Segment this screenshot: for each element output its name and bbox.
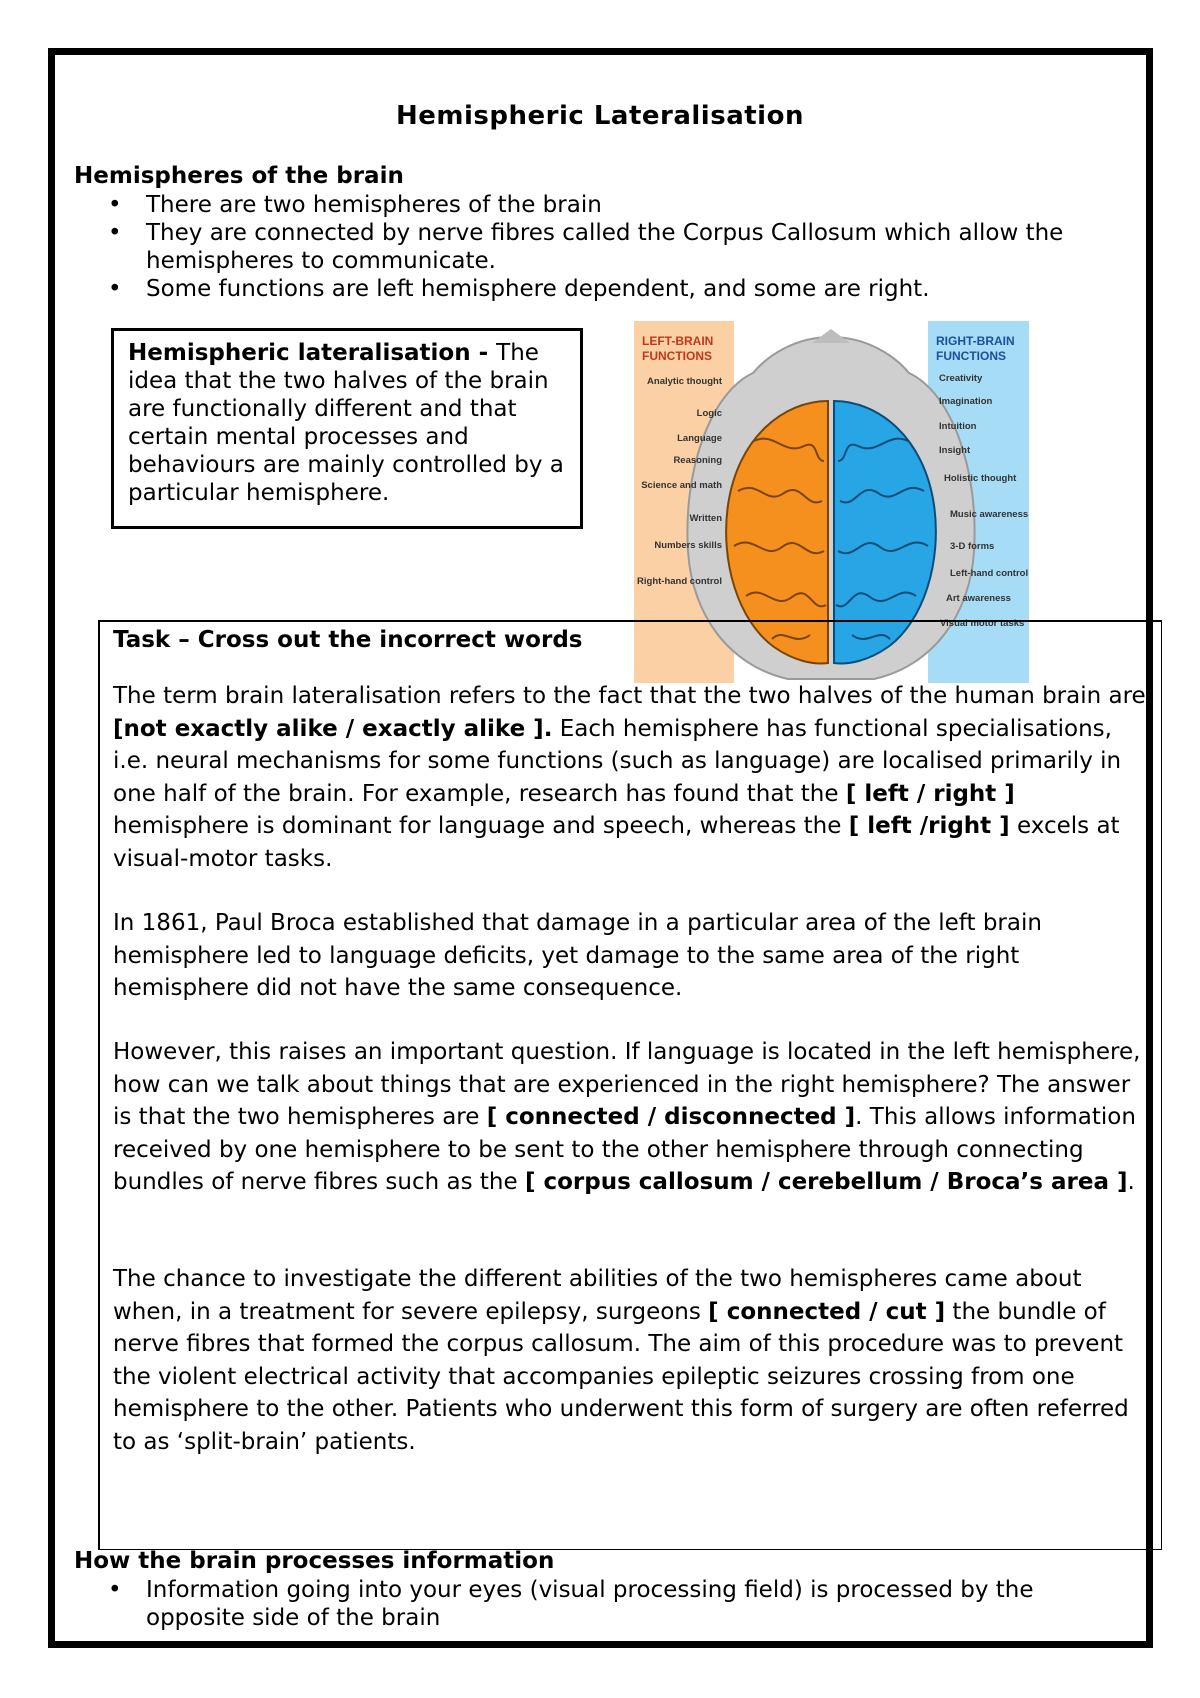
para-text: Each hemisphere has functional specialisations, i.e. neural mechanisms for some functions (such as language) are localised primarily in one half of the brain. For example, research has found that the [113, 715, 1122, 807]
choice-alike[interactable]: [not exactly alike / exactly alike ]. [113, 715, 553, 742]
choice-left-right-language[interactable]: [ left / right ] [845, 780, 1015, 807]
task-paragraph-1 [113, 680, 1153, 875]
left-function-label: Logic [696, 408, 722, 419]
right-function-label: Intuition [939, 421, 977, 432]
nose-shape [812, 329, 850, 343]
section-heading-hemispheres: Hemispheres of the brain [74, 163, 404, 189]
task-paragraph-2: In 1861, Paul Broca established that damage in a particular area of the left brain hemisphere led to language deficits, yet damage to the same area of the right hemisphere did not have the same consequence. [113, 910, 1042, 1001]
section-heading-processing: How the brain processes information [74, 1548, 555, 1574]
choice-connected-disconnected[interactable]: [ connected / disconnected ] [486, 1104, 856, 1130]
left-function-label: Language [677, 433, 722, 444]
task-heading: Task – Cross out the incorrect words [113, 627, 583, 653]
right-panel-title [936, 334, 1015, 363]
choice-connected-cut[interactable]: [ connected / cut ] [708, 1298, 946, 1325]
choice-left-right-visual[interactable]: [ left /right ] [848, 813, 1010, 839]
left-function-label: Right-hand control [637, 576, 722, 587]
left-title-line1: LEFT-BRAIN [642, 334, 714, 348]
left-function-label: Numbers skills [654, 540, 722, 551]
right-title-line2: FUNCTIONS [936, 349, 1006, 363]
right-function-label: Left-hand control [950, 568, 1029, 579]
left-function-label: Science and math [641, 480, 722, 491]
para-text: hemisphere is dominant for language and speech, whereas the [113, 813, 849, 839]
hemispheres-bullet-list [74, 191, 1114, 303]
para-text: . [1127, 1169, 1135, 1195]
right-function-label: Music awareness [950, 509, 1029, 520]
right-function-label: Art awareness [946, 593, 1011, 604]
right-function-label: 3-D forms [950, 541, 995, 552]
right-function-label: Insight [939, 445, 971, 456]
right-title-line1: RIGHT-BRAIN [936, 334, 1015, 348]
bullet-item: • They are connected by nerve fibres called the Corpus Callosum which allow the hemispheres to communicate. [74, 219, 1114, 275]
page-title: Hemispheric Lateralisation [396, 101, 804, 131]
right-function-label: Creativity [939, 373, 983, 384]
para-text: excels at visual-motor tasks. [113, 813, 1120, 872]
definition-box [111, 328, 583, 529]
definition-separator: - [470, 340, 497, 366]
bullet-item: • Some functions are left hemisphere dependent, and some are right. [74, 275, 1114, 303]
definition-term: Hemispheric lateralisation [128, 340, 471, 366]
left-panel-title [642, 334, 713, 363]
bullet-item: • Information going into your eyes (visual processing field) is processed by the opposite side of the brain [74, 1576, 1114, 1632]
para-text: The chance to investigate the different abilities of the two hemispheres came about when, in a treatment for severe epilepsy, surgeons [113, 1266, 1082, 1325]
para-text: The term brain lateralisation refers to the fact that the two halves of the human brain are [113, 683, 1146, 709]
bullet-item: • There are two hemispheres of the brain [74, 191, 1114, 219]
right-function-label: Visual motor tasks [940, 618, 1025, 629]
task-paragraph-4 [113, 1263, 1153, 1458]
task-paragraph-3 [113, 1036, 1153, 1199]
processing-bullet-list [74, 1576, 1114, 1632]
left-function-label: Reasoning [673, 455, 722, 466]
choice-corpus-callosum[interactable]: [ corpus callosum / cerebellum / Broca’s area ] [524, 1169, 1128, 1195]
left-function-label: Analytic thought [647, 376, 722, 387]
left-title-line2: FUNCTIONS [642, 349, 712, 363]
right-function-label: Holistic thought [944, 473, 1017, 484]
para-text: the bundle of nerve fibres that formed the corpus callosum. The aim of this procedure was to prevent the violent electrical activity that accompanies epileptic seizures crossing from one hemisphere to the other. Patients who underwent this form of surgery are often referred to as ‘split-brain’ patients. [113, 1298, 1129, 1455]
right-function-label: Imagination [939, 396, 993, 407]
definition-text: The idea that the two halves of the brain are functionally different and that certain mental processes and behaviours are mainly controlled by a particular hemisphere. [128, 340, 564, 506]
left-function-label: Written [689, 513, 722, 524]
para-text: . This allows information received by one hemisphere to be sent to the other hemisphere through connecting bundles of nerve fibres such as the [113, 1104, 1136, 1195]
para-text: However, this raises an important question. If language is located in the left hemisphere, how can we talk about things that are experienced in the right hemisphere? The answer is that the two hemispheres are [113, 1039, 1141, 1130]
